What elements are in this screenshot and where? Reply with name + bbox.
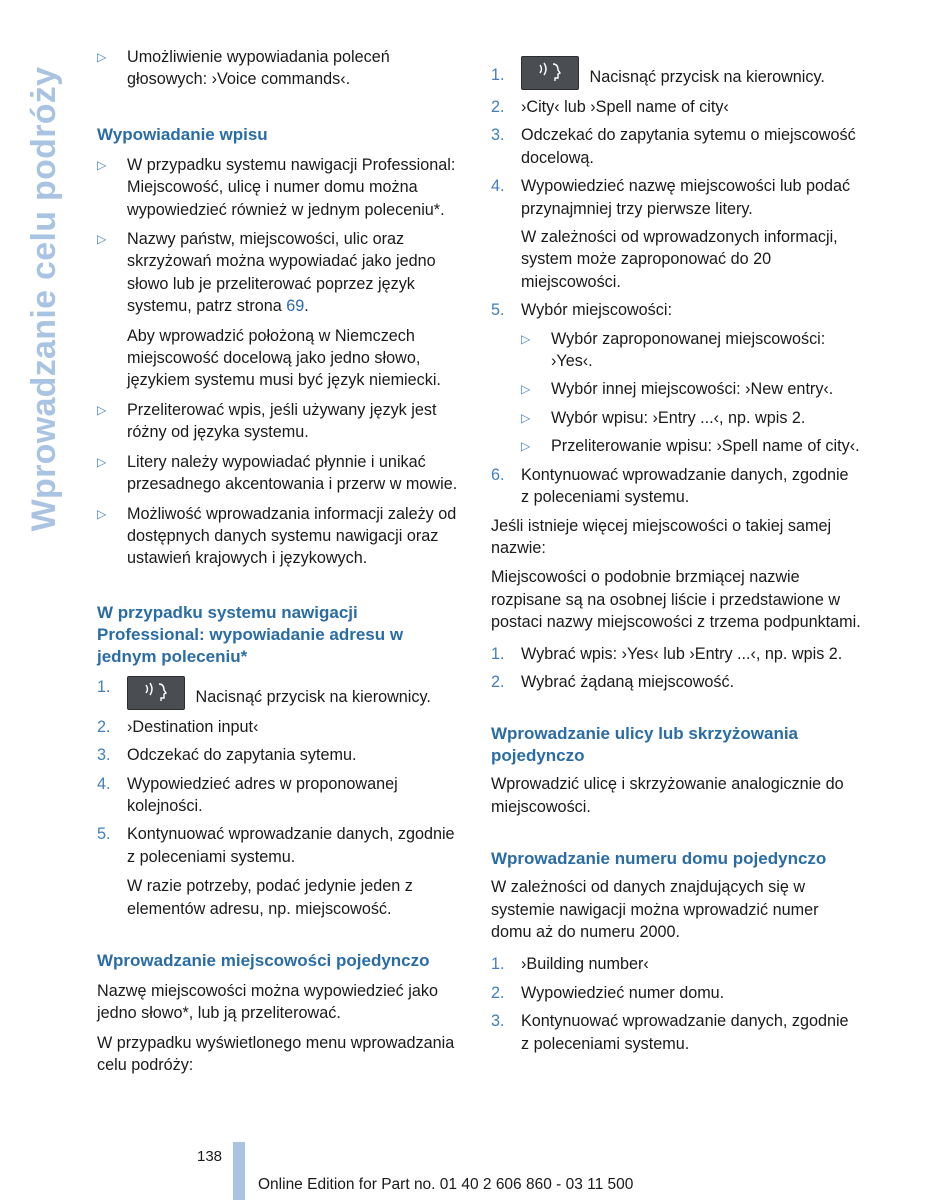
body-paragraph: Miejscowości o podobnie brzmiącej nazwie rozpisane są na osobnej liście i przedstawione w postaci nazwy miejscowości z trzema podpunktami. bbox=[491, 568, 861, 632]
section-heading: Wprowadzanie miejscowości pojedynczo bbox=[97, 950, 430, 970]
bullet-marker: ▷ bbox=[521, 439, 531, 454]
numbered-step bbox=[97, 773, 467, 818]
step-number: 5. bbox=[97, 825, 111, 844]
list-item bbox=[97, 228, 467, 392]
sub-list-text: Wybór wpisu: ›Entry ...‹, np. wpis 2. bbox=[551, 408, 806, 427]
section-heading: Wprowadzanie numeru domu pojedynczo bbox=[491, 849, 827, 869]
numbered-step bbox=[491, 953, 861, 975]
step-number: 1. bbox=[491, 644, 505, 663]
step-text: Kontynuować wprowadzanie danych, zgodnie z poleceniami systemu. bbox=[521, 1012, 849, 1053]
step-number: 1. bbox=[97, 677, 111, 696]
list-item-text: W przypadku systemu nawigacji Professional: Miejscowość, ulicę i numer domu można wypowiedzieć również w jednym poleceniu*. bbox=[127, 155, 456, 219]
step-paragraph: W zależności od wprowadzonych informacji, system może zaproponować do 20 miejscowości. bbox=[521, 228, 838, 291]
numbered-step bbox=[491, 56, 861, 90]
step-number: 2. bbox=[491, 672, 505, 691]
step-text: ›City‹ lub ›Spell name of city‹ bbox=[521, 98, 729, 116]
list-item-paragraph: Aby wprowadzić położoną w Niemczech miejscowość docelową jako jedno słowo, językiem systemu musi być język niemiecki. bbox=[127, 326, 441, 390]
list-item-text: Nazwy państw, miejscowości, ulic oraz skrzyżowań można wypowiadać jako jedno słowo lub je przeliterować poprzez język systemu, patrz strona bbox=[127, 230, 436, 316]
sub-list-text: Przeliterowanie wpisu: ›Spell name of city‹. bbox=[551, 437, 860, 456]
section-heading: Wypowiadanie wpisu bbox=[97, 124, 268, 144]
sub-list-item bbox=[521, 378, 861, 400]
body-paragraph: W przypadku wyświetlonego menu wprowadzania celu podróży: bbox=[97, 1033, 455, 1075]
bullet-marker: ▷ bbox=[521, 410, 531, 425]
section-heading: Wprowadzanie ulicy lub skrzyżowania pojedynczo bbox=[491, 724, 799, 766]
step-number: 3. bbox=[97, 746, 111, 765]
step-number: 2. bbox=[97, 717, 111, 736]
step-number: 2. bbox=[491, 98, 505, 116]
step-number: 3. bbox=[491, 1012, 505, 1031]
numbered-step bbox=[491, 643, 861, 665]
step-text: ›Destination input‹ bbox=[127, 717, 259, 736]
step-number: 1. bbox=[491, 66, 505, 84]
bullet-marker: ▷ bbox=[97, 506, 107, 521]
step-text: ›Building number‹ bbox=[521, 955, 649, 974]
numbered-step bbox=[491, 671, 861, 693]
list-item-text: Możliwość wprowadzania informacji zależy od dostępnych danych systemu nawigacji oraz ustawień krajowych i językowych. bbox=[127, 504, 457, 568]
body-paragraph: W zależności od danych znajdujących się w systemie nawigacji można wprowadzić numer domu aż do numeru 2000. bbox=[491, 878, 819, 941]
body-paragraph: Nazwę miejscowości można wypowiedzieć jako jedno słowo*, lub ją przeliterować. bbox=[97, 981, 438, 1023]
section-heading: W przypadku systemu nawigacji Professional: wypowiadanie adresu w jednym poleceniu* bbox=[97, 602, 404, 666]
list-item bbox=[97, 451, 467, 496]
numbered-step bbox=[97, 744, 467, 766]
numbered-step bbox=[491, 982, 861, 1004]
numbered-step bbox=[491, 299, 861, 457]
step-text: Nacisnąć przycisk na kierownicy. bbox=[589, 68, 825, 86]
voice-command-icon bbox=[127, 676, 185, 710]
edition-footer: Online Edition for Part no. 01 40 2 606 860 - 03 11 500 bbox=[258, 1176, 634, 1193]
bullet-marker: ▷ bbox=[97, 402, 107, 417]
step-text: Wybrać żądaną miejscowość. bbox=[521, 672, 735, 691]
voice-command-icon bbox=[521, 56, 579, 90]
step-text: Nacisnąć przycisk na kierownicy. bbox=[195, 687, 431, 706]
sub-list-text: Wybór zaproponowanej miejscowości: ›Yes‹. bbox=[551, 329, 826, 371]
punctuation: . bbox=[304, 297, 309, 316]
numbered-step bbox=[491, 175, 861, 293]
numbered-step bbox=[97, 716, 467, 738]
bullet-marker: ▷ bbox=[521, 382, 531, 397]
step-number: 6. bbox=[491, 465, 505, 484]
step-text: Kontynuować wprowadzanie danych, zgodnie z poleceniami systemu. bbox=[127, 825, 455, 866]
list-item bbox=[97, 154, 467, 221]
numbered-step bbox=[491, 1010, 861, 1055]
list-item-text: Przeliterować wpis, jeśli używany język jest różny od języka systemu. bbox=[127, 400, 437, 442]
list-item bbox=[97, 399, 467, 444]
bullet-marker: ▷ bbox=[97, 232, 107, 247]
bullet-marker: ▷ bbox=[97, 50, 107, 64]
step-text: Wypowiedzieć numer domu. bbox=[521, 983, 725, 1002]
sub-list-item bbox=[521, 435, 861, 457]
step-number: 5. bbox=[491, 301, 505, 320]
sub-list-item bbox=[521, 407, 861, 429]
step-number: 4. bbox=[97, 774, 111, 793]
step-text: Kontynuować wprowadzanie danych, zgodnie z poleceniami systemu. bbox=[521, 465, 849, 507]
step-text: Wybrać wpis: ›Yes‹ lub ›Entry ...‹, np. wpis 2. bbox=[521, 644, 843, 663]
numbered-step bbox=[491, 96, 861, 118]
sub-list-text: Wybór innej miejscowości: ›New entry‹. bbox=[551, 380, 834, 399]
list-item-text: Umożliwienie wypowiadania poleceń głosowych: ›Voice commands‹. bbox=[127, 48, 390, 89]
side-section-title-text: Wprowadzanie celu podróży bbox=[24, 66, 63, 532]
footer-accent-bar bbox=[233, 1142, 245, 1200]
numbered-step bbox=[97, 676, 467, 710]
page-number: 138 bbox=[197, 1148, 223, 1165]
step-number: 1. bbox=[491, 955, 505, 974]
step-text: Odczekać do zapytania sytemu. bbox=[127, 746, 357, 765]
sub-list-item bbox=[521, 328, 861, 373]
step-text: Wybór miejscowości: bbox=[521, 301, 672, 320]
page-link[interactable]: 69 bbox=[286, 297, 305, 316]
body-paragraph: Wprowadzić ulicę i skrzyżowanie analogicznie do miejscowości. bbox=[491, 775, 844, 816]
step-text: Odczekać do zapytania sytemu o miejscowość docelową. bbox=[521, 126, 856, 167]
right-column bbox=[491, 56, 861, 1055]
list-item bbox=[97, 503, 467, 570]
bullet-marker: ▷ bbox=[521, 331, 531, 346]
numbered-step bbox=[97, 823, 467, 920]
step-number: 3. bbox=[491, 126, 505, 145]
body-paragraph: Jeśli istnieje więcej miejscowości o takiej samej nazwie: bbox=[491, 516, 832, 557]
numbered-step bbox=[491, 124, 861, 169]
step-text: Wypowiedzieć adres w proponowanej kolejności. bbox=[127, 774, 398, 815]
side-section-title bbox=[18, 44, 70, 554]
bullet-marker: ▷ bbox=[97, 454, 107, 469]
step-text: Wypowiedzieć nazwę miejscowości lub podać przynajmniej trzy pierwsze litery. bbox=[521, 177, 851, 218]
numbered-step bbox=[491, 464, 861, 509]
step-number: 2. bbox=[491, 983, 505, 1002]
list-item bbox=[97, 46, 467, 91]
step-paragraph: W razie potrzeby, podać jedynie jeden z elementów adresu, np. miejscowość. bbox=[127, 877, 413, 918]
left-column bbox=[97, 46, 467, 1077]
step-number: 4. bbox=[491, 177, 505, 196]
list-item-text: Litery należy wypowiadać płynnie i unikać przesadnego akcentowania i przerw w mowie. bbox=[127, 452, 458, 494]
bullet-marker: ▷ bbox=[97, 157, 107, 172]
